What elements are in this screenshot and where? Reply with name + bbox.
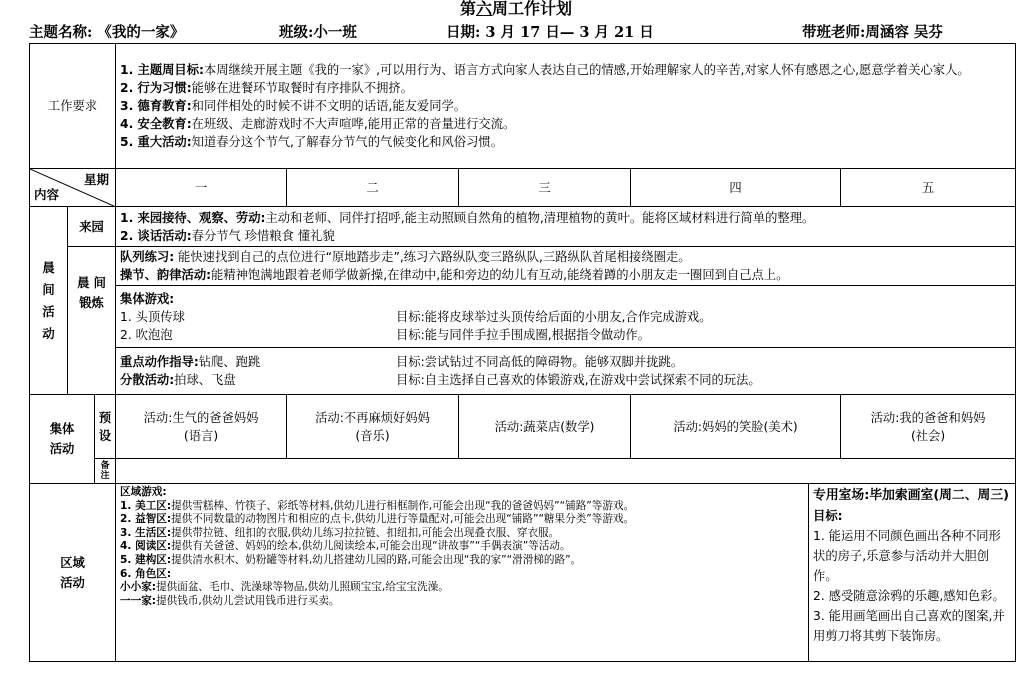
date-label: 日期: [446, 24, 481, 41]
weekday-corner-cell [30, 169, 116, 207]
area-activity-row [30, 484, 1016, 662]
weekday-tuesday: 二 [287, 169, 459, 207]
theme-field [29, 21, 184, 42]
key-actions-content: 重点动作指导:钻爬、跑跳 目标:尝试钻过不同高低的障碍物。能够双脚并拢跳。 分散活动:拍球、飞盘 目标:自主选择自己喜欢的体锻游戏,在游戏中尝试探索不同的玩法。 [116, 348, 1016, 395]
exercise-label: 晨 间 锻炼 [68, 247, 116, 395]
group-activity-label: 集体 活动 [30, 395, 95, 484]
area-item: 1. 美工区:提供雪糕棒、竹筷子、彩纸等材料,供幼儿进行相框制作,可能会出现“我的爸爸妈妈”“铺路”等游戏。 [120, 499, 635, 512]
area-item: 小小家:提供面盆、毛巾、洗澡球等物品,供幼儿照顾宝宝,给宝宝洗澡。 [120, 581, 449, 594]
weekday-friday: 五 [841, 169, 1016, 207]
group-games-row [30, 286, 1016, 348]
area-activity-label: 区域 活动 [30, 484, 116, 662]
game-item: 2. 吹泡泡 目标:能与同伴手拉手围成圈,根据指令做动作。 [120, 327, 651, 342]
requirement-item: 4. 安全教育:在班级、走廊游戏时不大声喧哗,能用正常的音量进行交流。 [120, 117, 516, 131]
title-suffix: 周工作计划 [492, 0, 573, 18]
requirements-label: 工作要求 [30, 44, 116, 169]
game-item: 1. 头顶传球 目标:能将皮球举过头顶传给后面的小朋友,合作完成游戏。 [120, 309, 712, 324]
title-week-number: 六 [475, 0, 492, 18]
class-label: 班级: [279, 24, 314, 41]
teacher-label: 带班老师: [802, 24, 866, 41]
area-item: 3. 生活区:提供带拉链、纽扣的衣服,供幼儿练习拉拉链、扣纽扣,可能会出现叠衣服、穿衣服。 [120, 526, 560, 539]
activity-friday: 活动:我的爸爸和妈妈 (社会) [841, 395, 1016, 459]
requirements-content [116, 44, 1016, 169]
notes-row [30, 459, 1016, 484]
teacher-value: 周涵容 吴芬 [865, 24, 943, 41]
weekday-wednesday: 三 [459, 169, 631, 207]
morning-activity-label: 晨 间 活 动 [30, 207, 68, 395]
activity-tuesday: 活动:不再麻烦好妈妈 (音乐) [287, 395, 459, 459]
area-item: 一一家:提供钱币,供幼儿尝试用钱币进行买卖。 [120, 594, 340, 607]
group-games-content: 集体游戏: 1. 头顶传球 目标:能将皮球举过头顶传给后面的小朋友,合作完成游戏。 2. 吹泡泡 目标:能与同伴手拉手围成圈,根据指令做动作。 [116, 286, 1016, 348]
studio-content: 专用室场:毕加索画室(周二、周三) 目标: 1. 能运用不同颜色画出各种不同形状的房子,乐意参与活动并大胆创作。 2. 感受随意涂鸦的乐趣,感知色彩。 3. 能用画笔画出自己喜欢的图案,并用剪刀将其剪下装饰房。 [809, 484, 1016, 662]
activity-wednesday: 活动:蔬菜店(数学) [459, 395, 631, 459]
corner-weekday-label: 星期 [84, 172, 110, 187]
date-field [446, 21, 654, 42]
notes-label: 备 注 [95, 459, 116, 484]
studio-goal: 3. 能用画笔画出自己喜欢的图案,并用剪刀将其剪下装饰房。 [813, 609, 1005, 643]
teacher-field [802, 21, 943, 42]
requirements-row [30, 44, 1016, 169]
notes-content [116, 459, 1016, 484]
studio-goal: 2. 感受随意涂鸦的乐趣,感知色彩。 [813, 589, 1005, 603]
title-prefix: 第 [459, 0, 476, 18]
weekday-monday: 一 [116, 169, 287, 207]
theme-label: 主题名称: [29, 24, 93, 41]
arrival-content: 1. 来园接待、观察、劳动:主动和老师、同伴打招呼,能主动照顾自然角的植物,清理植物的黄叶。能将区域材料进行简单的整理。 2. 谈话活动:春分节气 珍惜粮食 懂礼貌 [116, 207, 1016, 247]
exercise-drill-row [30, 247, 1016, 286]
group-activity-row [30, 395, 1016, 459]
theme-value: 《我的一家》 [97, 24, 185, 41]
requirement-item: 2. 行为习惯:能够在进餐环节取餐时有序排队不拥挤。 [120, 81, 414, 95]
weekday-header-row [30, 169, 1016, 207]
page-title [0, 0, 1032, 18]
area-item: 4. 阅读区:提供有关爸爸、妈妈的绘本,供幼儿阅读绘本,可能会出现“讲故事”“手偶表演”等活动。 [120, 540, 571, 553]
corner-content-label: 内容 [34, 187, 60, 202]
class-value: 小一班 [313, 24, 357, 41]
studio-goal: 1. 能运用不同颜色画出各种不同形状的房子,乐意参与活动并大胆创作。 [813, 529, 1001, 583]
weekly-plan-table [29, 43, 1016, 662]
activity-thursday: 活动:妈妈的笑脸(美术) [631, 395, 841, 459]
area-item: 5. 建构区:提供清水积木、奶粉罐等材料,幼儿搭建幼儿园的路,可能会出现“我的家”“滑滑梯的路”。 [120, 553, 582, 566]
arrival-row [30, 207, 1016, 247]
requirement-item: 3. 德育教育:和同伴相处的时候不讲不文明的话语,能友爱同学。 [120, 99, 467, 113]
drill-content: 队列练习: 能快速找到自己的点位进行“原地踏步走”,练习六路纵队变三路纵队,三路纵队首尾相接绕圈走。 操节、韵律活动:能精神饱满地跟着老师学做新操,在律动中,能和旁边的幼儿有互动,能绕着蹲的小朋友走一圈回到自己点上。 [116, 247, 1016, 286]
area-item: 6. 角色区: [120, 567, 172, 580]
date-value: 3 月 17 日— 3 月 21 日 [485, 24, 654, 41]
activity-monday: 活动:生气的爸爸妈妈 (语言) [116, 395, 287, 459]
key-actions-row [30, 348, 1016, 395]
requirement-item: 5. 重大活动:知道春分这个节气,了解春分节气的气候变化和风俗习惯。 [120, 135, 503, 149]
arrival-label: 来园 [68, 207, 116, 247]
planned-label: 预 设 [95, 395, 116, 459]
area-games-content: 区域游戏: 1. 美工区:提供雪糕棒、竹筷子、彩纸等材料,供幼儿进行相框制作,可能会出现“我的爸爸妈妈”“铺路”等游戏。 2. 益智区:提供不同数量的动物图片和相应的点卡,供幼儿进行等量配对,可能会出现“铺路”“糖果分类”等游戏。 3. 生活区:提供带拉链、纽扣的衣服,供幼儿练习拉拉链、扣纽扣,可能会出现叠衣服、穿衣服。 4. 阅读区:提供有关爸爸、妈妈的绘本,供幼儿阅读绘本,可能会出现“讲故事”“手偶表演”等活动。 5. 建构区:提供清水积木、奶粉罐等材料,幼儿搭建幼儿园的路,可能会出现“我的家”“滑滑梯的路”。 6. 角色区: 小小家:提供面盆、毛巾、洗澡球等物品,供幼儿照顾宝宝,给宝宝洗澡。 一一家:提供钱币,供幼儿尝试用钱币进行买卖。 [116, 484, 809, 662]
plan-header [0, 18, 1032, 42]
area-item: 2. 益智区:提供不同数量的动物图片和相应的点卡,供幼儿进行等量配对,可能会出现“铺路”“糖果分类”等游戏。 [120, 513, 635, 526]
class-field [279, 21, 357, 42]
weekday-thursday: 四 [631, 169, 841, 207]
requirement-item: 1. 主题周目标:本周继续开展主题《我的一家》,可以用行为、语言方式向家人表达自己的情感,开始理解家人的辛苦,对家人怀有感恩之心,愿意学着关心家人。 [120, 63, 970, 77]
